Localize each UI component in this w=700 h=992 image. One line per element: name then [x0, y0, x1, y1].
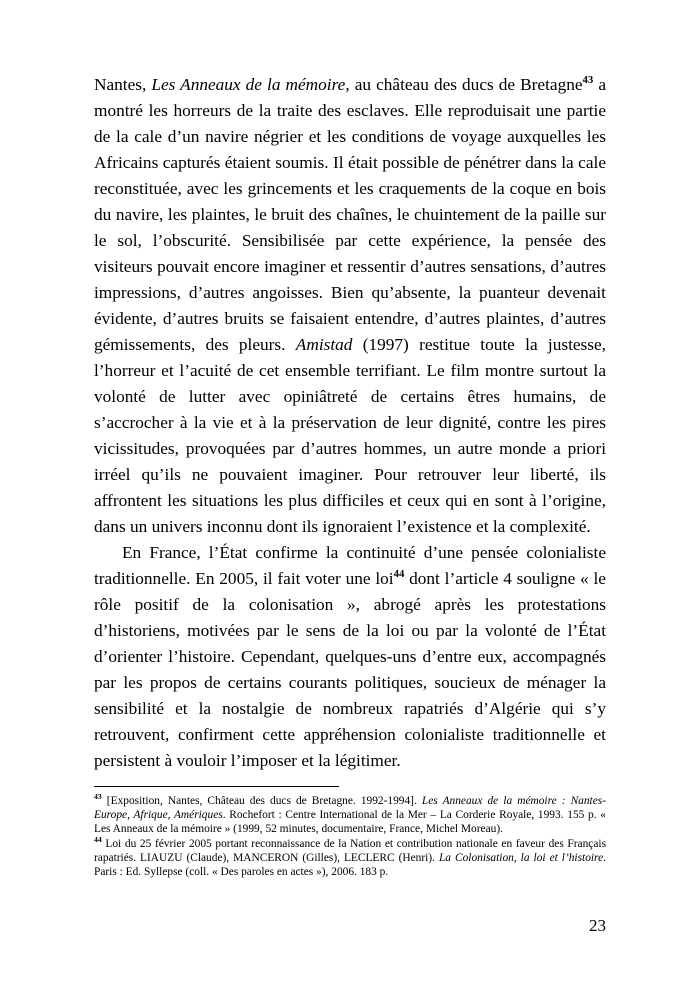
- footnote-number-43: 43: [94, 792, 102, 802]
- page-number: 23: [589, 916, 606, 935]
- footnote-reference-44[interactable]: 44: [393, 568, 405, 581]
- paragraph-1-segment-3: a montré les horreurs de la traite des esclaves. Elle reproduisait une partie de la cale d’un navire négrier et les conditions de voyage auxquelles les Africains capturés étaient soumis. Il était possible de pénétrer dans la cale reconstituée, avec les grincements et les craquements de la coque en bois du navire, les plaintes, le bruit des chaînes, le chuintement de la paille sur le sol, l’obscurité. Sensibilisée par cette expérience, la pensée des visiteurs pouvait encore imaginer et ressentir d’autres sensations, d’autres impressions, d’autres angoisses. Bien qu’absente, la puanteur devenait évidente, d’autres bruits se faisaient entendre, d’autres plaintes, d’autres gémissements, des pleurs.: [94, 75, 606, 354]
- footnote-separator-rule: [94, 786, 339, 787]
- footnote-43-segment-2: . Rochefort : Centre International de la Mer – La Corderie Royale, 1993. 155 p. « Les Anneaux de la mémoire » (1999, 52 minutes, documentaire, France, Michel Moreau).: [94, 809, 606, 836]
- footnote-44-title-italic: La Colonisation, la loi et l’histoire: [438, 851, 604, 864]
- footnote-entry-43: [94, 794, 606, 837]
- paragraph-2-segment-2: dont l’article 4 souligne « le rôle positif de la colonisation », abrogé après les protestations d’historiens, motivées par le sens de la loi ou par la volonté de l’État d’orienter l’histoire. Cependant, quelques-uns d’entre eux, accompagnés par les propos de certains courants politiques, soucieux de ménager la sensibilité et la nostalgie de nombreux rapatriés d’Algérie qui s’y retrouvent, confirment cette appréhension colonialiste traditionnelle et persistent à vouloir l’imposer et la légitimer.: [94, 569, 606, 770]
- footnote-number-44: 44: [94, 834, 102, 844]
- paragraph-second: [94, 540, 606, 774]
- footnote-44-segment-2: . Paris : Ed. Syllepse (coll. « Des paroles en actes »), 2006. 183 p.: [94, 851, 606, 879]
- paragraph-2-segment-1: En France, l’État confirme la continuité d’une pensée colonialiste traditionnelle. En 2005, il fait voter une loi: [94, 543, 606, 588]
- paragraph-first: [94, 72, 606, 540]
- work-title-anneaux-memoire: Les Anneaux de la mémoire: [151, 75, 346, 94]
- footnote-area: [94, 786, 606, 879]
- footnote-43-segment-1: [Exposition, Nantes, Château des ducs de Bretagne. 1992-1994].: [101, 795, 422, 807]
- footnote-entry-44: [94, 834, 606, 880]
- paragraph-1-segment-4: (1997) restitue toute la justesse, l’horreur et l’acuité de cet ensemble terrifiant. Le film montre surtout la volonté de lutter avec opiniâtreté de certains êtres humains, de s’accrocher à la vie et à la préservation de leur dignité, contre les pires vicissitudes, provoquées par d’autres hommes, un autre monde a priori irréel qu’ils ne pouvaient imaginer. Pour retrouver leur liberté, ils affrontent les situations les plus difficiles et ceux qui en sont à l’origine, dans un univers inconnu dont ils ignoraient l’existence et la complexité.: [94, 335, 606, 536]
- paragraph-1-segment-2: , au château des ducs de Bretagne: [345, 75, 583, 94]
- film-title-amistad: Amistad: [295, 335, 353, 354]
- body-text-column: [94, 72, 606, 774]
- footnote-44-segment-1: Loi du 25 février 2005 portant reconnaissance de la Nation et contribution nationale en faveur des Français rapatriés. LIAUZU (Claude), MANCERON (Gilles), LECLERC (Henri).: [94, 837, 606, 864]
- paragraph-1-segment-1: Nantes,: [94, 75, 152, 94]
- footnote-43-title-italic: Les Anneaux de la mémoire : Nantes-Europe, Afrique, Amériques: [94, 795, 607, 822]
- footnote-reference-43[interactable]: 43: [582, 74, 594, 87]
